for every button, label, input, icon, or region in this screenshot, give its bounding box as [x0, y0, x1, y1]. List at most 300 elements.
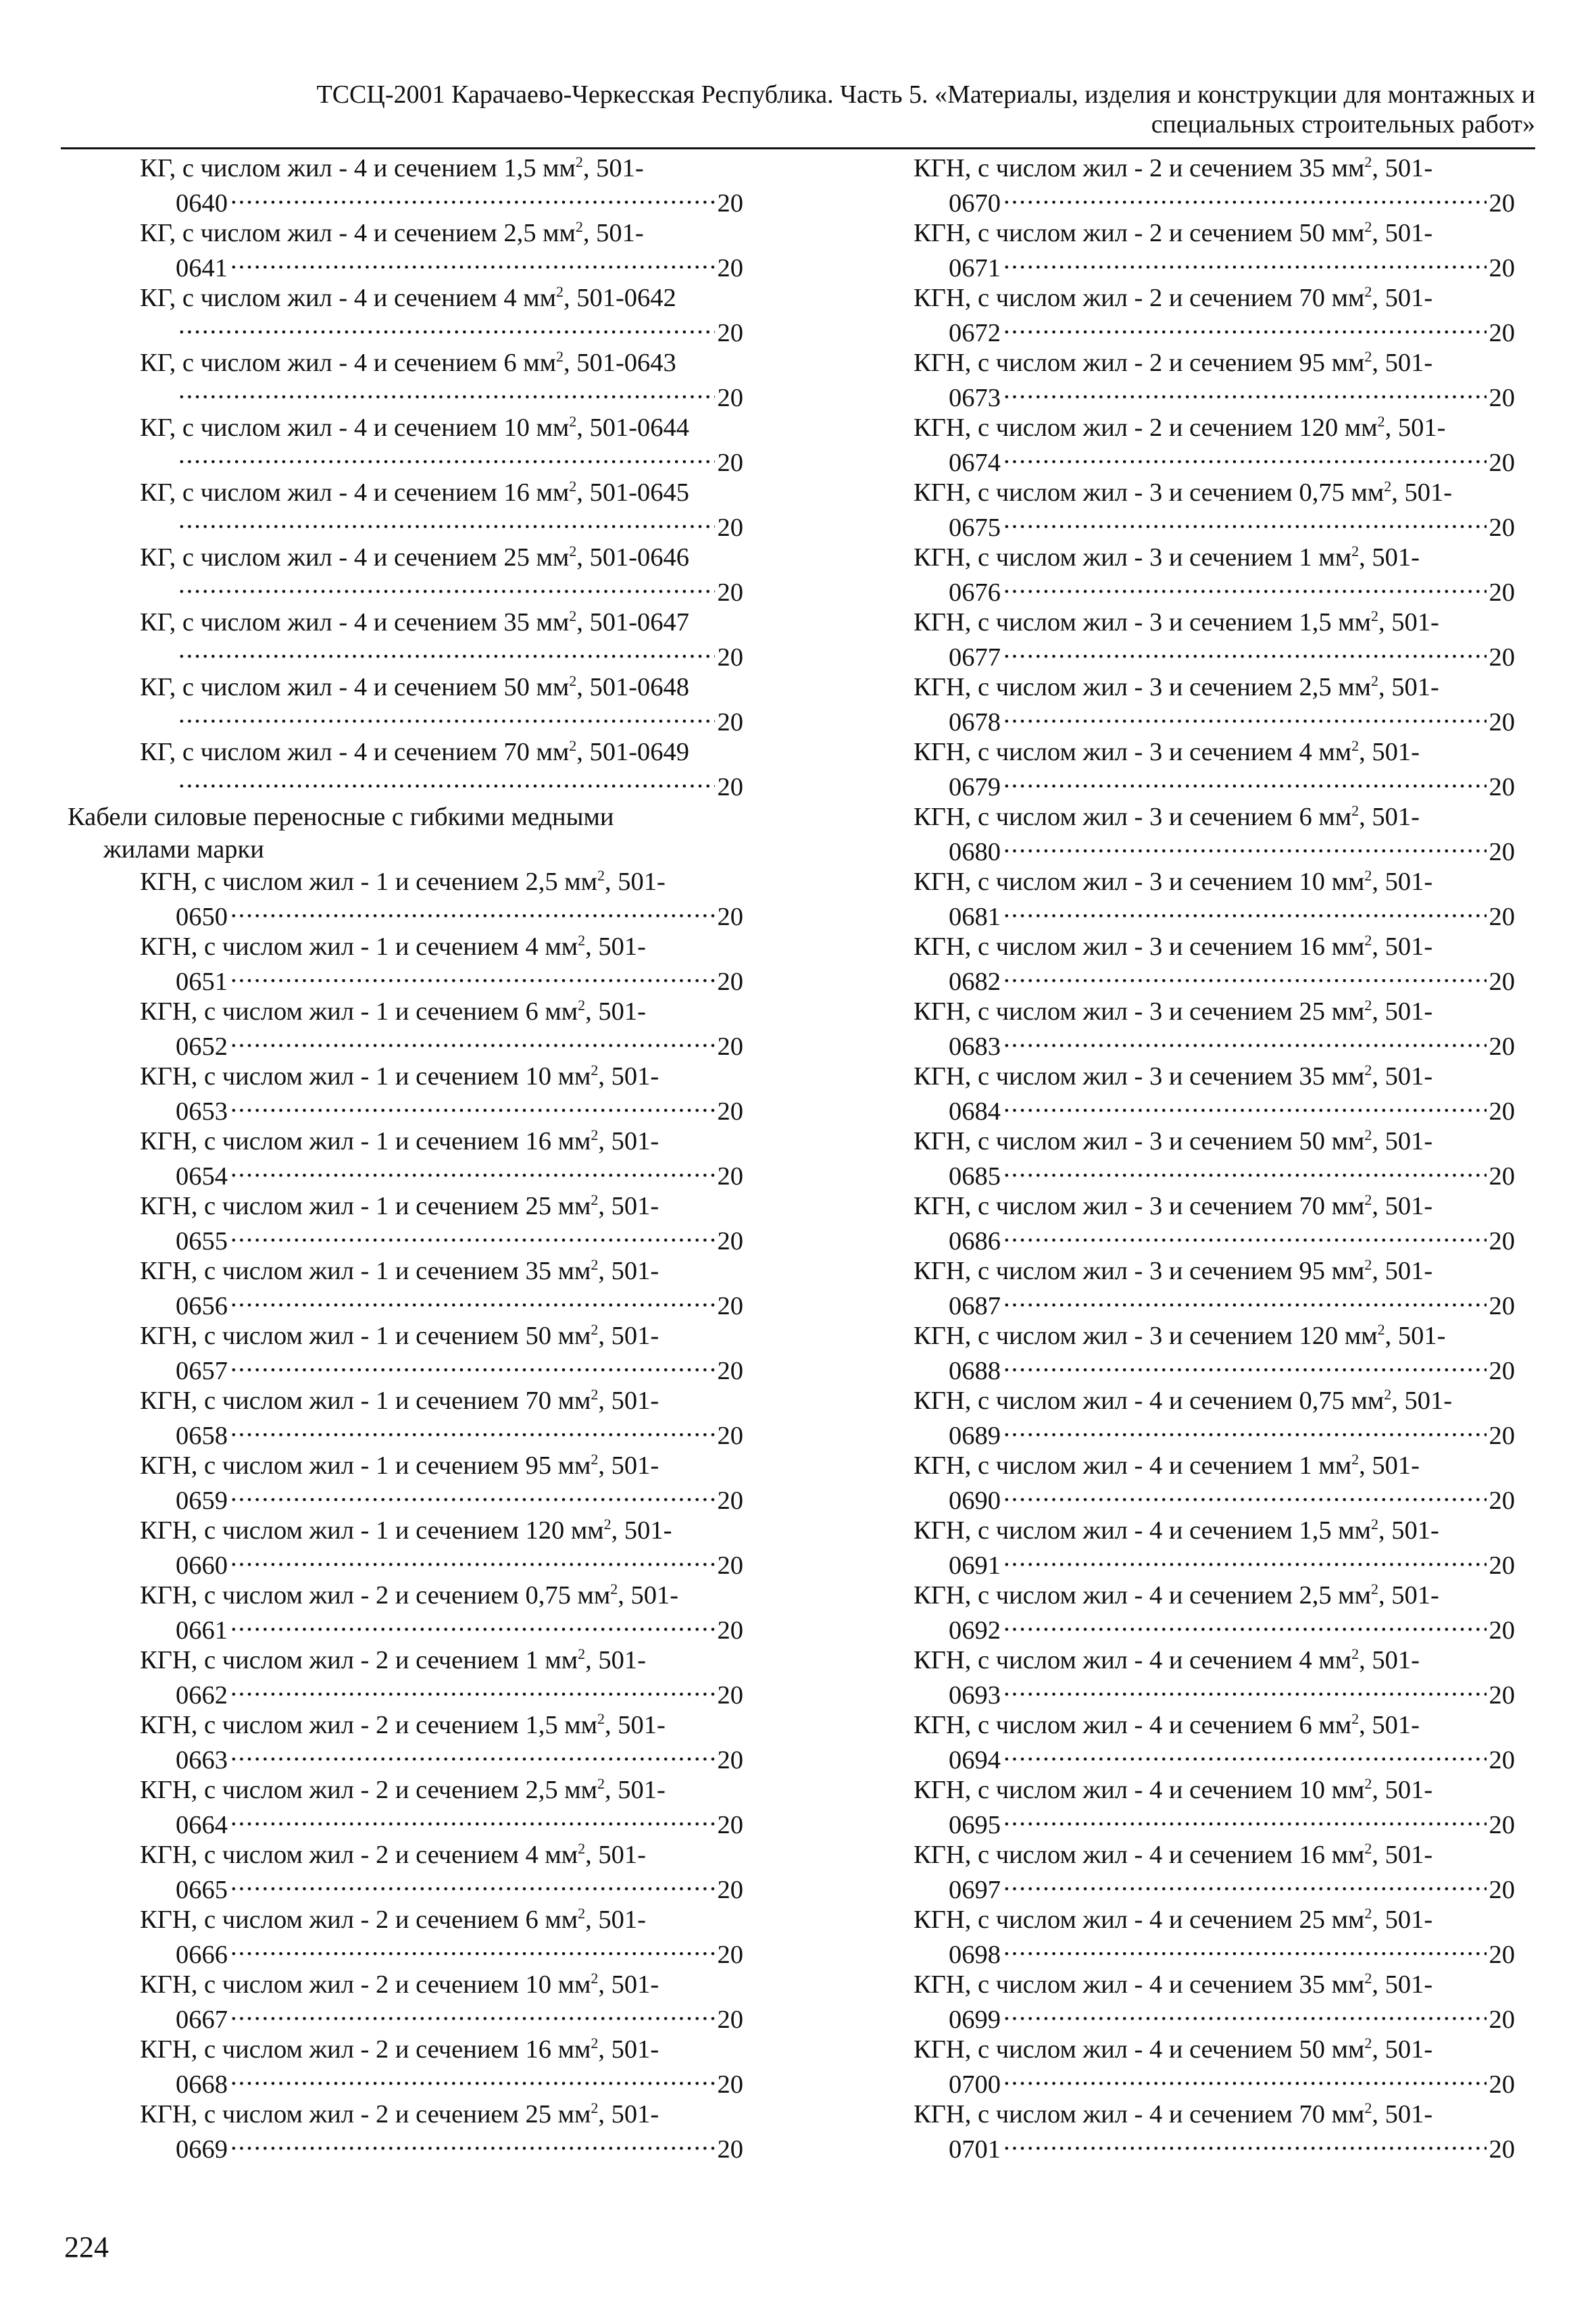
resource-code-prefix: , 501- — [585, 997, 646, 1026]
entry-text: , с числом жил - — [964, 478, 1149, 507]
entry-text: , с числом жил - — [169, 349, 354, 377]
index-entry — [914, 1449, 1515, 1514]
entry-leader-line — [176, 249, 743, 284]
page-reference: 20 — [717, 1941, 743, 1969]
dot-leader — [230, 1158, 715, 1185]
unit-text: мм — [1325, 284, 1365, 312]
core-count: 1 — [375, 1127, 389, 1155]
resource-code-prefix: , 501- — [618, 1581, 679, 1610]
resource-code-prefix: , 501- — [1378, 608, 1439, 637]
unit-exponent: 2 — [597, 1710, 605, 1727]
entry-text: и сечением — [389, 1127, 526, 1155]
unit-exponent: 2 — [591, 1126, 599, 1143]
dot-leader — [230, 1222, 715, 1249]
unit-text: мм — [1325, 154, 1365, 182]
entry-text: , с числом жил - — [964, 1581, 1149, 1610]
index-entry — [68, 217, 743, 282]
entry-text: и сечением — [367, 673, 504, 701]
entry-text: , с числом жил - — [169, 608, 354, 637]
core-count: 4 — [353, 349, 368, 377]
core-count: 2 — [1149, 284, 1163, 312]
cable-mark: КГН — [914, 1776, 965, 1804]
index-entry — [68, 1579, 743, 1644]
page-reference: 20 — [717, 449, 743, 477]
entry-title — [914, 1385, 1452, 1417]
core-count: 3 — [1149, 1062, 1163, 1091]
core-count: 2 — [375, 2100, 389, 2129]
index-entry — [68, 2098, 743, 2163]
unit-text: мм — [538, 1646, 578, 1674]
entry-leader-line — [176, 314, 743, 349]
unit-text: мм — [1325, 1257, 1365, 1285]
index-entry — [68, 541, 743, 606]
entry-title — [140, 2033, 659, 2066]
cable-mark: КГН — [914, 1711, 965, 1739]
entry-text: , с числом жил - — [964, 284, 1149, 312]
cable-mark: КГ — [140, 154, 170, 182]
core-count: 2 — [375, 1841, 389, 1869]
page-reference: 20 — [1489, 1162, 1515, 1191]
entry-leader-line — [176, 2131, 743, 2166]
unit-text: мм — [551, 1257, 591, 1285]
index-entry — [914, 1514, 1515, 1579]
entry-text: и сечением — [389, 1906, 526, 1934]
dot-leader — [1003, 1612, 1487, 1639]
resource-code-prefix: , 501- — [1372, 1127, 1433, 1155]
unit-text: мм — [570, 1581, 611, 1610]
dot-leader — [1003, 509, 1487, 536]
entry-leader-line — [949, 2001, 1515, 2036]
unit-exponent: 2 — [1384, 478, 1392, 495]
entry-leader-line — [949, 1741, 1515, 1776]
resource-code-prefix: , 501- — [1359, 1451, 1420, 1480]
cable-mark: КГН — [914, 478, 965, 507]
page-reference: 20 — [717, 578, 743, 607]
entry-text: , с числом жил - — [964, 868, 1149, 896]
entry-title — [140, 347, 676, 379]
dot-leader — [230, 1417, 715, 1444]
entry-text: и сечением — [1162, 1257, 1299, 1285]
unit-exponent: 2 — [591, 1451, 599, 1468]
unit-text: мм — [1325, 1192, 1365, 1220]
index-entry — [914, 282, 1515, 347]
entry-leader-line — [176, 444, 743, 479]
entry-text: и сечением — [1162, 1906, 1299, 1934]
resource-code-prefix: , 501-0648 — [576, 673, 690, 701]
entry-text: и сечением — [1162, 284, 1299, 312]
unit-text: мм — [1325, 1970, 1365, 1999]
page-reference: 20 — [1489, 254, 1515, 282]
index-entry — [914, 347, 1515, 412]
unit-text: мм — [551, 1970, 591, 1999]
resource-code: 0670 — [949, 189, 1001, 218]
unit-exponent: 2 — [597, 1775, 605, 1792]
entry-text: и сечением — [389, 2100, 526, 2129]
unit-exponent: 2 — [1377, 1321, 1385, 1338]
dot-leader — [1003, 703, 1487, 730]
entry-text: и сечением — [389, 1581, 526, 1610]
cable-mark: КГН — [914, 1516, 965, 1545]
entry-title — [140, 1968, 659, 2001]
dot-leader — [1003, 1871, 1487, 1898]
index-entry — [68, 671, 743, 736]
resource-code: 0654 — [176, 1162, 228, 1191]
cable-mark: КГН — [914, 349, 965, 377]
resource-code-prefix: , 501- — [598, 1970, 659, 1999]
cross-section: 2,5 — [1299, 673, 1332, 701]
page-reference: 20 — [1489, 1941, 1515, 1969]
page-reference: 20 — [717, 1616, 743, 1645]
resource-code: 0652 — [176, 1032, 228, 1061]
core-count: 3 — [1149, 868, 1163, 896]
cable-mark: КГН — [914, 1127, 965, 1155]
entry-text: , с числом жил - — [169, 219, 354, 247]
core-count: 4 — [1149, 1516, 1163, 1545]
cable-mark: КГН — [914, 1646, 965, 1674]
unit-exponent: 2 — [597, 867, 605, 884]
entry-text: и сечением — [389, 1776, 526, 1804]
unit-text: мм — [516, 284, 556, 312]
unit-text: мм — [516, 349, 556, 377]
entry-title — [140, 1579, 678, 1612]
entry-title — [914, 1125, 1432, 1158]
entry-title — [140, 995, 646, 1028]
core-count: 2 — [1149, 154, 1163, 182]
page-reference: 20 — [717, 1357, 743, 1385]
entry-text: , с числом жил - — [964, 1646, 1149, 1674]
resource-code: 0676 — [949, 578, 1001, 607]
resource-code: 0697 — [949, 1876, 1001, 1904]
page-reference: 20 — [1489, 578, 1515, 607]
index-entry — [914, 866, 1515, 930]
cable-mark: КГН — [140, 1127, 191, 1155]
resource-code-prefix: , 501- — [582, 154, 644, 182]
cable-mark: КГ — [140, 219, 170, 247]
page-reference: 20 — [717, 968, 743, 996]
dot-leader — [230, 1612, 715, 1639]
unit-text: мм — [1338, 414, 1378, 442]
entry-title — [914, 1514, 1439, 1547]
page-reference: 20 — [717, 1097, 743, 1126]
index-entry — [914, 1190, 1515, 1255]
entry-leader-line — [176, 1936, 743, 1971]
index-entry — [68, 1255, 743, 1320]
unit-exponent: 2 — [591, 1321, 599, 1338]
resource-code: 0674 — [949, 449, 1001, 477]
unit-exponent: 2 — [603, 1516, 612, 1533]
cable-mark: КГН — [914, 1387, 965, 1415]
core-count: 4 — [353, 154, 368, 182]
core-count: 3 — [1149, 608, 1163, 637]
index-entry — [914, 930, 1515, 995]
dot-leader — [178, 509, 715, 536]
cable-mark: КГН — [914, 1906, 965, 1934]
entry-text: и сечением — [367, 608, 504, 637]
unit-exponent: 2 — [578, 1645, 586, 1662]
page-reference: 20 — [717, 1227, 743, 1255]
unit-text: мм — [557, 1711, 597, 1739]
section-heading-line-2: жилами марки — [103, 835, 264, 864]
cable-mark: КГН — [914, 1841, 965, 1869]
dot-leader — [230, 963, 715, 990]
entry-title — [140, 152, 644, 184]
resource-code-prefix: , 501-0645 — [576, 478, 690, 507]
dot-leader — [178, 768, 715, 795]
page-reference: 20 — [1489, 449, 1515, 477]
unit-text: мм — [557, 1776, 597, 1804]
cross-section: 25 — [525, 1192, 552, 1220]
entry-title — [914, 347, 1432, 379]
core-count: 4 — [353, 219, 368, 247]
entry-text: , с числом жил - — [191, 2035, 376, 2064]
resource-code-prefix: , 501- — [1385, 414, 1446, 442]
resource-code: 0678 — [949, 708, 1001, 737]
cross-section: 2,5 — [1299, 1581, 1332, 1610]
cable-mark: КГН — [140, 2100, 191, 2129]
entry-leader-line — [949, 1936, 1515, 1971]
cable-mark: КГН — [914, 1322, 965, 1350]
entry-leader-line — [176, 379, 743, 414]
resource-code: 0641 — [176, 254, 228, 282]
unit-exponent: 2 — [1384, 1386, 1392, 1403]
unit-text: мм — [1331, 673, 1371, 701]
cable-mark: КГН — [914, 1970, 965, 1999]
cable-mark: КГН — [914, 803, 965, 831]
cross-section: 70 — [1299, 284, 1326, 312]
dot-leader — [178, 639, 715, 666]
cross-section: 16 — [1299, 932, 1326, 961]
entry-title — [140, 2098, 659, 2131]
cable-mark: КГН — [914, 608, 965, 637]
resource-code-prefix: , 501- — [1378, 673, 1439, 701]
page-reference: 20 — [717, 1162, 743, 1191]
cross-section: 35 — [1299, 154, 1326, 182]
index-entry — [68, 1125, 743, 1190]
unit-text: мм — [551, 1387, 591, 1415]
index-entry — [914, 2033, 1515, 2098]
resource-code: 0671 — [949, 254, 1001, 282]
entry-title — [140, 1774, 666, 1806]
cable-mark: КГН — [914, 154, 965, 182]
entry-leader-line — [949, 1806, 1515, 1841]
page-reference: 20 — [717, 2070, 743, 2099]
unit-exponent: 2 — [569, 607, 577, 624]
cross-section: 6 — [1299, 803, 1312, 831]
index-entry — [68, 1644, 743, 1709]
cable-mark: КГН — [140, 997, 191, 1026]
unit-text: мм — [1325, 2100, 1365, 2129]
entry-text: и сечением — [367, 349, 504, 377]
unit-exponent: 2 — [1351, 1710, 1360, 1727]
entry-text: и сечением — [389, 997, 526, 1026]
resource-code-prefix: , 501- — [598, 1387, 659, 1415]
core-count: 2 — [1149, 349, 1163, 377]
page-reference: 20 — [717, 1811, 743, 1839]
core-count: 4 — [1149, 1906, 1163, 1934]
dot-leader — [230, 1482, 715, 1509]
entry-text: , с числом жил - — [964, 1257, 1149, 1285]
resource-code: 0667 — [176, 2006, 228, 2034]
entry-text: и сечением — [1162, 478, 1299, 507]
unit-text: мм — [1325, 868, 1365, 896]
index-entry — [68, 1839, 743, 1903]
resource-code: 0684 — [949, 1097, 1001, 1126]
entry-text: , с числом жил - — [964, 1322, 1149, 1350]
unit-exponent: 2 — [569, 672, 577, 689]
entry-title — [914, 2033, 1432, 2066]
resource-code-prefix: , 501- — [605, 1776, 666, 1804]
entry-text: и сечением — [389, 1711, 526, 1739]
cable-mark: КГН — [914, 997, 965, 1026]
entry-leader-line — [949, 1028, 1515, 1063]
resource-code: 0658 — [176, 1422, 228, 1450]
dot-leader — [178, 574, 715, 601]
cable-mark: КГН — [140, 1970, 191, 1999]
entry-text: , с числом жил - — [964, 1841, 1149, 1869]
unit-exponent: 2 — [1364, 997, 1372, 1014]
core-count: 4 — [1149, 1451, 1163, 1480]
cross-section: 16 — [525, 2035, 552, 2064]
resource-code: 0691 — [949, 1551, 1001, 1580]
cross-section: 1,5 — [1299, 1516, 1332, 1545]
cross-section: 10 — [525, 1062, 552, 1091]
cross-section: 70 — [1299, 1192, 1326, 1220]
resource-code-prefix: , 501- — [1378, 1581, 1439, 1610]
unit-exponent: 2 — [569, 413, 577, 430]
resource-code: 0661 — [176, 1616, 228, 1645]
entry-leader-line — [949, 444, 1515, 479]
resource-code: 0689 — [949, 1422, 1001, 1450]
entry-leader-line — [949, 1547, 1515, 1582]
unit-exponent: 2 — [1364, 348, 1372, 365]
resource-code: 0700 — [949, 2070, 1001, 2099]
dot-leader — [230, 1871, 715, 1898]
dot-leader — [178, 703, 715, 730]
page-reference: 20 — [717, 319, 743, 347]
cross-section: 95 — [1299, 349, 1326, 377]
unit-text: мм — [551, 2035, 591, 2064]
index-entry — [68, 1449, 743, 1514]
unit-text: мм — [529, 673, 570, 701]
page-reference: 20 — [717, 189, 743, 218]
entry-text: , с числом жил - — [191, 1776, 376, 1804]
resource-code: 0681 — [949, 903, 1001, 931]
core-count: 1 — [375, 997, 389, 1026]
entry-text: и сечением — [1162, 154, 1299, 182]
entry-text: , с числом жил - — [964, 673, 1149, 701]
cable-mark: КГН — [140, 1516, 191, 1545]
core-count: 4 — [353, 478, 368, 507]
dot-leader — [1003, 1222, 1487, 1249]
resource-code-prefix: , 501- — [598, 1127, 659, 1155]
entry-text: , с числом жил - — [964, 932, 1149, 961]
core-count: 2 — [375, 2035, 389, 2064]
resource-code-prefix: , 501-0644 — [576, 414, 690, 442]
entry-text: и сечением — [1162, 1581, 1299, 1610]
resource-code: 0668 — [176, 2070, 228, 2099]
entry-leader-line — [176, 184, 743, 220]
resource-code-prefix: , 501- — [1372, 2100, 1433, 2129]
cross-section: 2,5 — [503, 219, 537, 247]
unit-text: мм — [538, 932, 578, 961]
entry-title — [914, 1644, 1420, 1676]
entry-text: , с числом жил - — [964, 414, 1149, 442]
dot-leader — [230, 898, 715, 925]
cable-mark: КГН — [140, 1387, 191, 1415]
section-heading — [68, 801, 743, 866]
page-reference: 20 — [717, 1681, 743, 1710]
resource-code-prefix: , 501-0649 — [576, 738, 690, 766]
cross-section: 2,5 — [525, 868, 558, 896]
entry-text: , с числом жил - — [191, 932, 376, 961]
entry-leader-line — [176, 1547, 743, 1582]
unit-exponent: 2 — [1371, 1580, 1378, 1597]
unit-exponent: 2 — [1377, 413, 1385, 430]
resource-code: 0650 — [176, 903, 228, 931]
unit-exponent: 2 — [1364, 1126, 1372, 1143]
unit-text: мм — [538, 997, 578, 1026]
cable-mark: КГН — [140, 1322, 191, 1350]
core-count: 2 — [375, 1646, 389, 1674]
entry-leader-line — [176, 1222, 743, 1258]
cross-section: 10 — [503, 414, 530, 442]
unit-exponent: 2 — [610, 1580, 618, 1597]
resource-code-prefix: , 501- — [1372, 1906, 1433, 1934]
entry-text: и сечением — [1162, 1646, 1299, 1674]
page-reference: 20 — [717, 514, 743, 542]
resource-code: 0656 — [176, 1292, 228, 1320]
entry-leader-line — [949, 379, 1515, 414]
unit-text: мм — [1325, 2035, 1365, 2064]
entry-title — [140, 1255, 659, 1287]
entry-leader-line — [176, 703, 743, 739]
page-reference: 20 — [717, 384, 743, 412]
entry-title — [140, 671, 689, 703]
dot-leader — [178, 379, 715, 406]
cross-section: 10 — [1299, 868, 1326, 896]
cable-mark: КГН — [914, 738, 965, 766]
index-entry — [914, 1839, 1515, 1903]
entry-title — [914, 866, 1432, 898]
entry-text: , с числом жил - — [964, 1970, 1149, 1999]
entry-text: и сечением — [1162, 2035, 1299, 2064]
entry-text: , с числом жил - — [169, 738, 354, 766]
dot-leader — [1003, 379, 1487, 406]
entry-leader-line — [949, 1676, 1515, 1712]
entry-text: , с числом жил - — [964, 1776, 1149, 1804]
entry-leader-line — [949, 1612, 1515, 1647]
cable-mark: КГН — [914, 868, 965, 896]
index-entry — [68, 866, 743, 930]
cable-mark: КГН — [140, 1581, 191, 1610]
resource-code-prefix: , 501- — [1378, 1516, 1439, 1545]
unit-exponent: 2 — [1364, 1775, 1372, 1792]
entry-text: и сечением — [1162, 803, 1299, 831]
entry-leader-line — [176, 1482, 743, 1517]
core-count: 4 — [353, 284, 368, 312]
page-reference: 20 — [717, 254, 743, 282]
page-reference: 20 — [717, 1032, 743, 1061]
resource-code-prefix: , 501- — [1372, 1062, 1433, 1091]
index-entry — [914, 1579, 1515, 1644]
unit-exponent: 2 — [1351, 1451, 1360, 1468]
cable-mark: КГ — [140, 673, 170, 701]
cable-mark: КГ — [140, 608, 170, 637]
cross-section: 0,75 — [1299, 1387, 1345, 1415]
dot-leader — [230, 1287, 715, 1314]
entry-leader-line — [949, 249, 1515, 284]
entry-text: , с числом жил - — [964, 1451, 1149, 1480]
